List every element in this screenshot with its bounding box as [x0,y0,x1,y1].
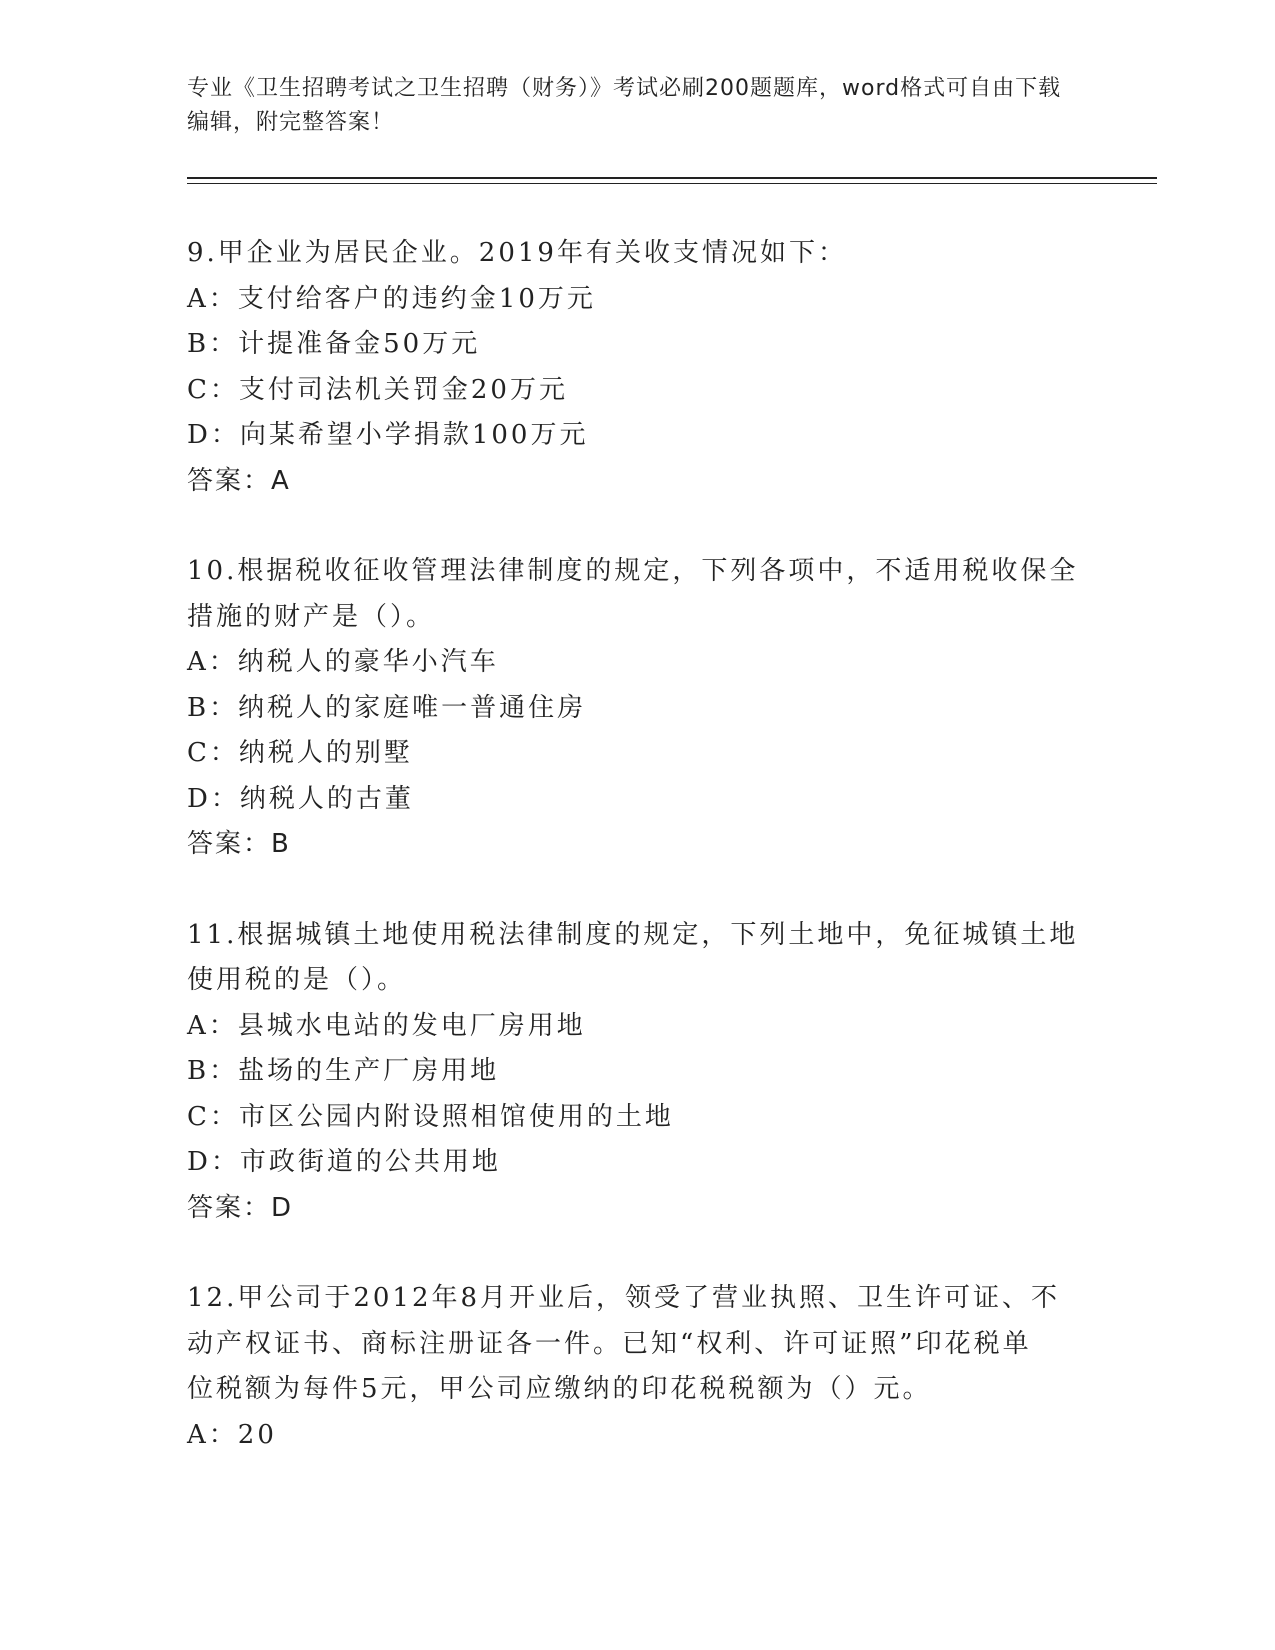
option-d: D：市政街道的公共用地 [187,1147,501,1177]
option-b: B：纳税人的家庭唯一普通住房 [187,692,587,723]
option-b: B：计提准备金50万元 [187,329,481,359]
question-10 [187,549,1092,868]
option-a: A：支付给客户的违约金10万元 [187,283,596,314]
question-stem: 11.根据城镇土地使用税法律制度的规定，下列土地中，免征城镇土地 [187,919,1079,950]
option-c: C：市区公园内附设照相馆使用的土地 [187,1101,674,1132]
question-stem: 10.根据税收征收管理法律制度的规定，下列各项中，不适用税收保全 [187,556,1079,586]
option-a: A：县城水电站的发电厂房用地 [187,1010,586,1041]
option-a: A：纳税人的豪华小汽车 [187,647,499,677]
header-divider-thin [187,183,1157,184]
option-a: A：20 [187,1419,277,1450]
answer-line: 答案：D [187,1192,294,1223]
option-d: D：纳税人的古董 [187,783,414,814]
option-b: B：盐场的生产厂房用地 [187,1056,500,1086]
question-stem-cont: 动产权证书、商标注册证各一件。已知“权利、许可证照”印花税单 [187,1328,1032,1359]
option-c: C：支付司法机关罚金20万元 [187,374,568,405]
answer-line: 答案：A [187,465,291,496]
question-stem-cont: 使用税的是（）。 [187,965,407,995]
header-text: 专业《卫生招聘考试之卫生招聘（财务）》考试必刷200题题库，word格式可自由下载编辑，附完整答案！ [187,76,1062,135]
question-12 [187,1276,1092,1458]
document-header [187,72,1067,140]
question-stem: 9.甲企业为居民企业。2019年有关收支情况如下： [187,238,847,268]
question-list [187,231,1092,1503]
question-stem-cont: 措施的财产是（）。 [187,601,436,632]
question-11 [187,913,1092,1232]
question-stem-cont: 位税额为每件5元，甲公司应缴纳的印花税税额为（）元。 [187,1374,932,1404]
question-stem: 12.甲公司于2012年8月开业后，领受了营业执照、卫生许可证、不 [187,1283,1061,1313]
answer-line: 答案：B [187,829,291,859]
option-d: D：向某希望小学捐款100万元 [187,420,589,450]
option-c: C：纳税人的别墅 [187,738,413,768]
question-9 [187,231,1092,504]
header-divider-thick [187,177,1157,179]
